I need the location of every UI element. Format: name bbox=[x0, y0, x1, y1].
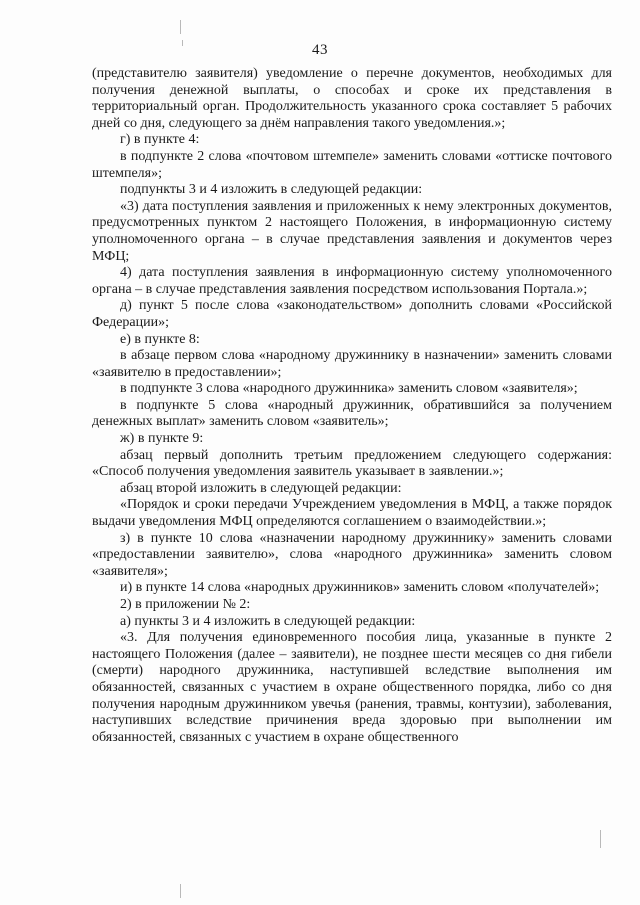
paragraph: з) в пункте 10 слова «назначении народному дружиннику» заменить словами «предоставлении заявителю», слова «народного дружинника» заменить словом «заявителя»; bbox=[92, 530, 612, 579]
paragraph: в подпункте 3 слова «народного дружинника» заменить словом «заявителя»; bbox=[120, 381, 578, 397]
paragraph: «3. Для получения единовременного пособия лица, указанные в пункте 2 настоящего Положения (далее – заявители), не позднее шести месяцев со дня гибели (смерти) народного дружинника, наступившей вследствие выполнения им обязанностей, связанных с участием в охране общественного порядка, либо со дня получения народным дружинником увечья (ранения, травмы, контузии), заболевания, наступивших вследствие причинения вреда здоровью при выполнении им обязанностей, связанных с участием в охране общественного bbox=[92, 630, 612, 745]
paragraph: «Порядок и сроки передачи Учреждением уведомления в МФЦ, а также порядок выдачи уведомления МФЦ определяются соглашением о взаимодействии.»; bbox=[92, 497, 612, 530]
paragraph: абзац первый дополнить третьим предложением следующего содержания: «Способ получения уведомления заявитель указывает в заявлении.»; bbox=[92, 447, 612, 480]
paragraph: «3) дата поступления заявления и приложенных к нему электронных документов, предусмотренных пунктом 2 настоящего Положения, в информационную систему уполномоченного органа – в случае представления заявления и документов через МФЦ; bbox=[92, 198, 612, 264]
scan-artifact bbox=[600, 830, 601, 848]
paragraph: подпункты 3 и 4 изложить в следующей редакции: bbox=[120, 182, 423, 198]
page-number: 43 bbox=[312, 42, 328, 58]
paragraph: 2) в приложении № 2: bbox=[120, 597, 251, 612]
scan-artifact bbox=[180, 20, 181, 34]
paragraph: е) в пункте 8: bbox=[120, 331, 200, 347]
paragraph: абзац второй изложить в следующей редакции: bbox=[120, 480, 402, 496]
paragraph: 4) дата поступления заявления в информационную систему уполномоченного органа – в случае представления заявления посредством использования Портала.»; bbox=[92, 265, 612, 297]
paragraph: ж) в пункте 9: bbox=[120, 431, 204, 447]
paragraph: д) пункт 5 после слова «законодательством» дополнить словами «Российской Федерации»; bbox=[92, 298, 612, 330]
paragraph: (представителю заявителя) уведомление о перечне документов, необходимых для получения денежной выплаты, о способах и сроке их представления в территориальный орган. Продолжительность указанного срока составляет 5 рабочих дней со дня, следующего за днём направления такого уведомления.»; bbox=[92, 66, 612, 131]
paragraph: и) в пункте 14 слова «народных дружинников» заменить словом «получателей»; bbox=[120, 580, 600, 596]
paragraph: в подпункте 5 слова «народный дружинник, обратившийся за получением денежных выплат» заменить словом «заявитель»; bbox=[92, 397, 612, 430]
paragraph: а) пункты 3 и 4 изложить в следующей редакции: bbox=[120, 613, 416, 629]
scan-artifact bbox=[180, 884, 181, 898]
document-body bbox=[92, 66, 612, 746]
paragraph: в подпункте 2 слова «почтовом штемпеле» заменить словами «оттиске почтового штемпеля»; bbox=[92, 148, 612, 181]
paragraph: г) в пункте 4: bbox=[120, 132, 200, 148]
paragraph: в абзаце первом слова «народному дружиннику в назначении» заменить словами «заявителю в предоставлении»; bbox=[92, 348, 612, 380]
